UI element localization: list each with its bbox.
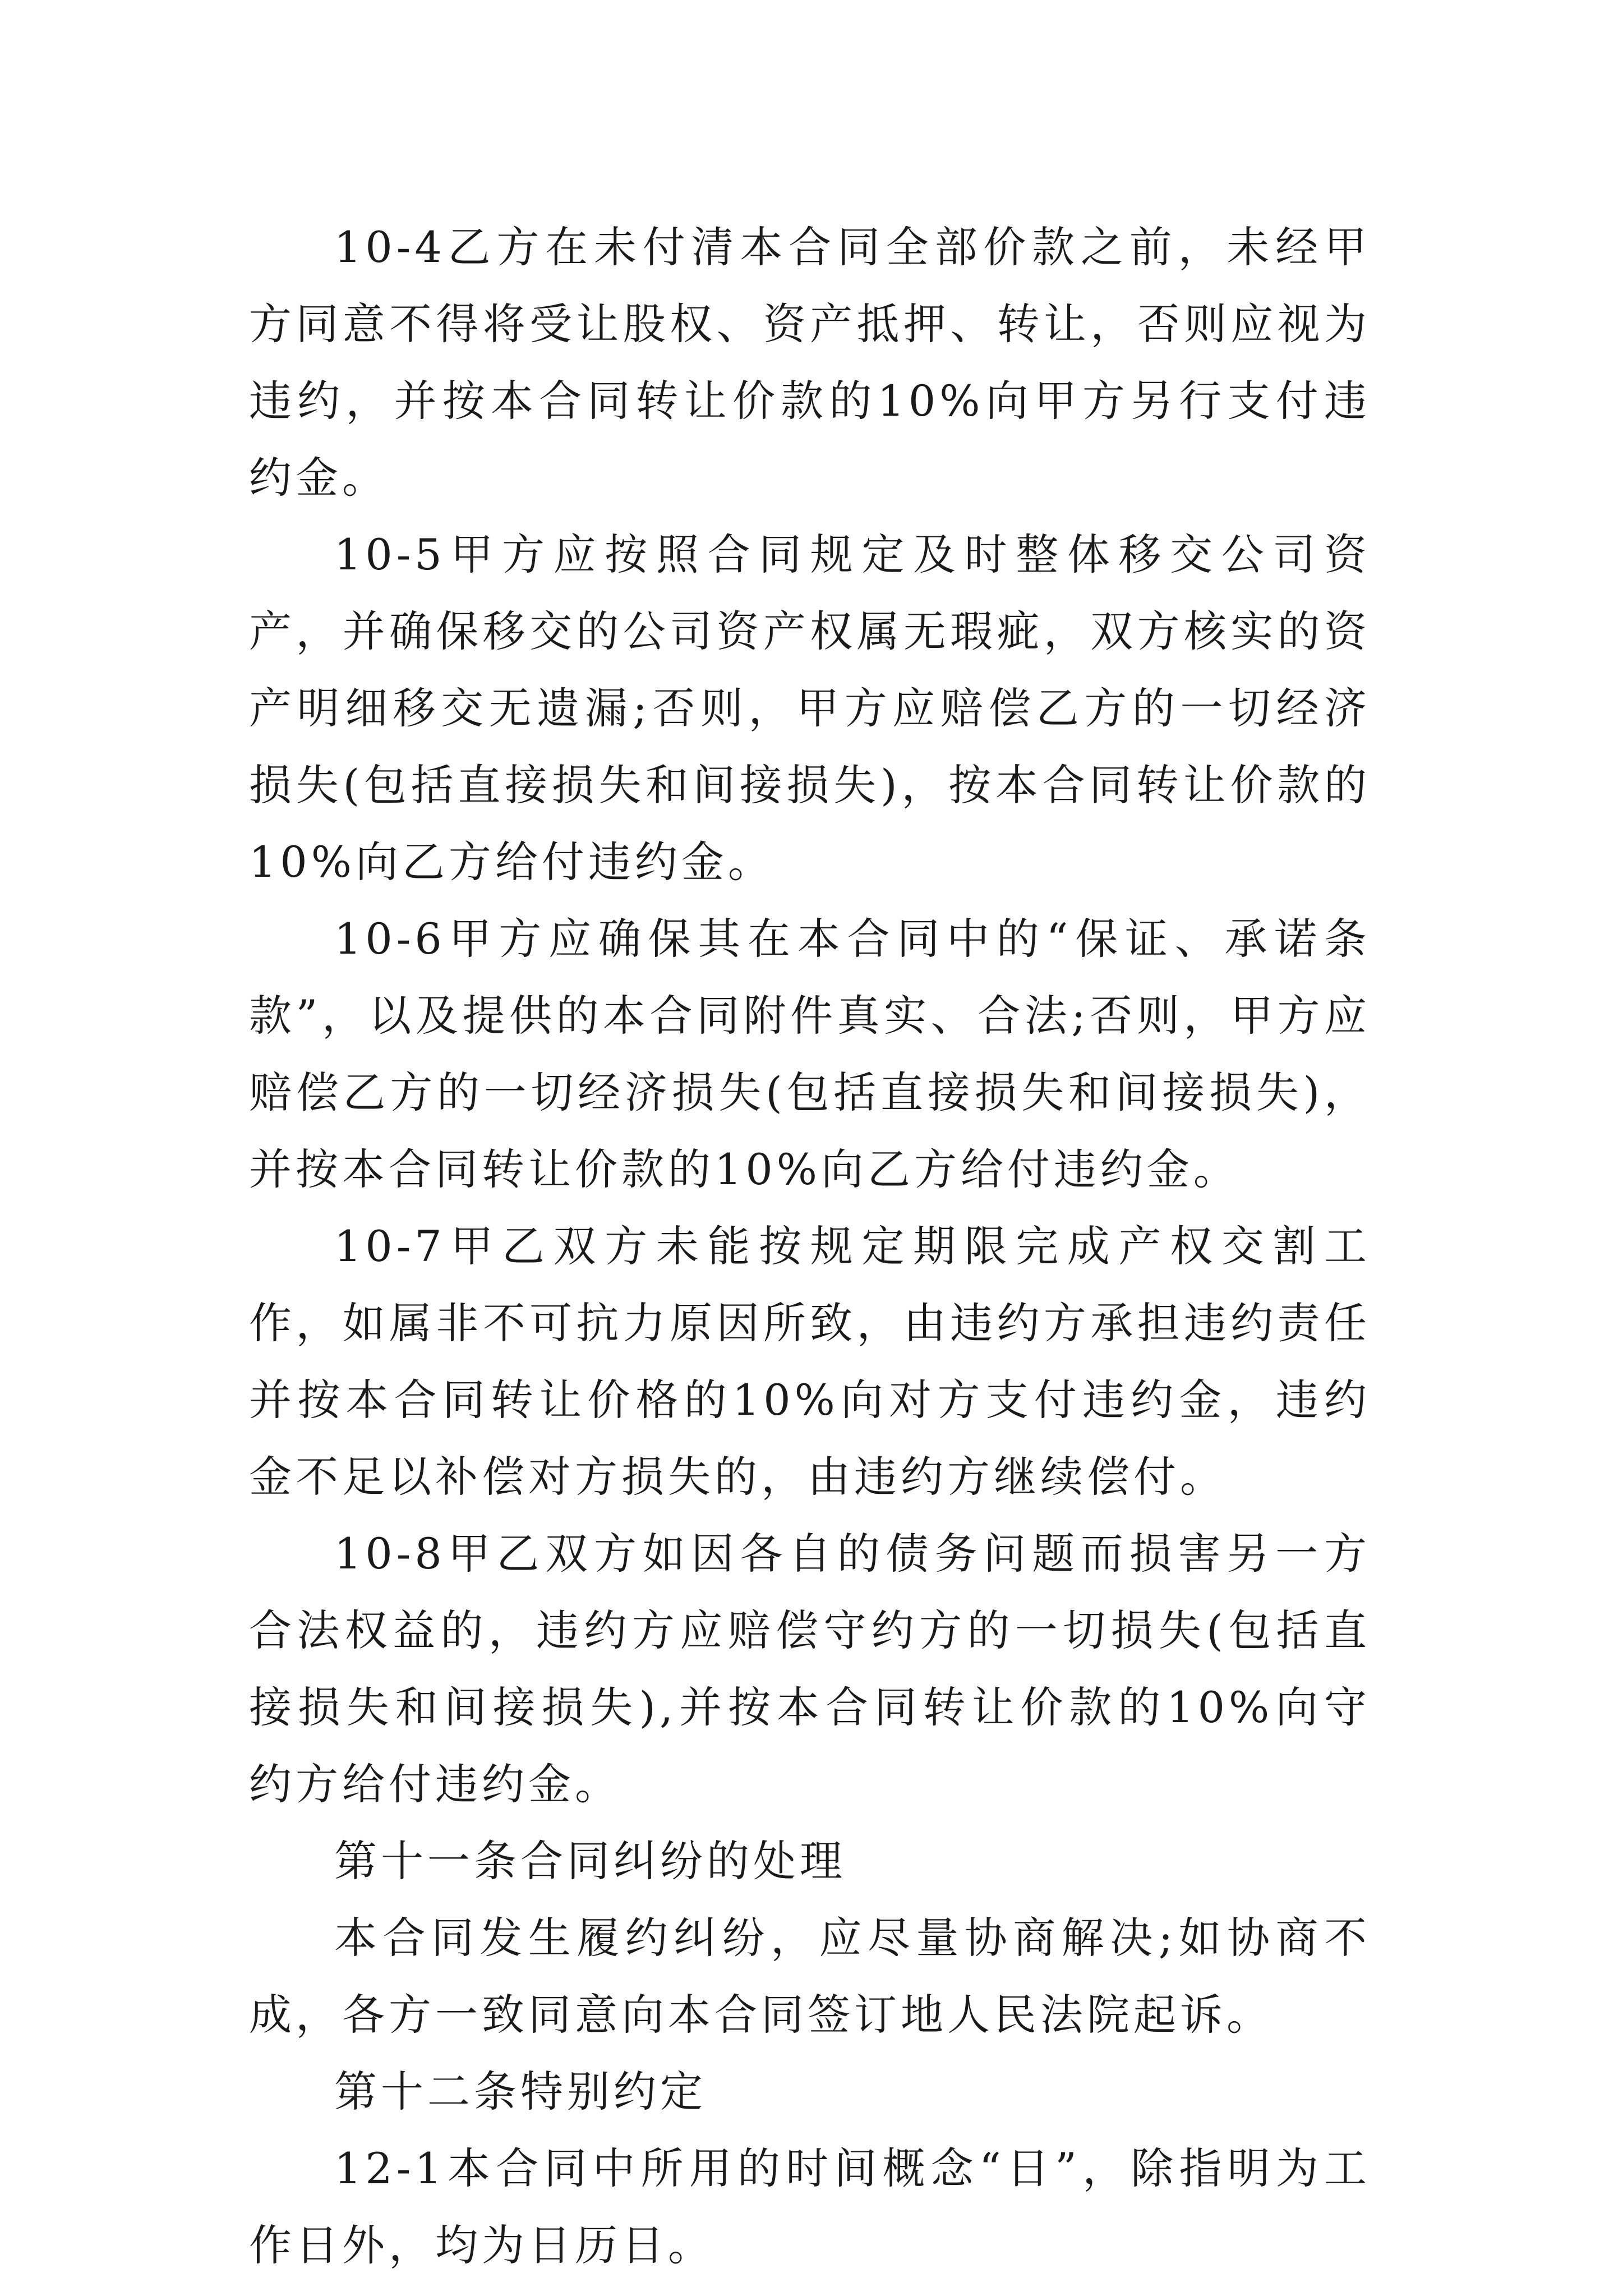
article-12-heading: 第十二条特别约定 [334,2067,707,2116]
document-body [249,209,1371,2284]
clause-12-1-paragraph: 12-1本合同中所用的时间概念“日”，除指明为工作日外，均为日历日。 [249,2143,1371,2270]
article-11-paragraph: 本合同发生履约纠纷，应尽量协商解决;如协商不成，各方一致同意向本合同签订地人民法院起诉。 [249,1913,1371,2040]
clause-10-8-paragraph: 10-8甲乙双方如因各自的债务问题而损害另一方合法权益的，违约方应赔偿守约方的一切损失(包括直接损失和间接损失),并按本合同转让价款的10%向守约方给付违约金。 [249,1529,1371,1809]
clause-10-4-paragraph: 10-4乙方在未付清本合同全部价款之前，未经甲方同意不得将受让股权、资产抵押、转让，否则应视为违约，并按本合同转让价款的10%向甲方另行支付违约金。 [249,222,1371,503]
article-11-heading: 第十一条合同纠纷的处理 [334,1836,846,1886]
clause-10-6-paragraph: 10-6甲方应确保其在本合同中的“保证、承诺条款”，以及提供的本合同附件真实、合法;否则，甲方应赔偿乙方的一切经济损失(包括直接损失和间接损失)，并按本合同转让价款的10%向乙方给付违约金。 [249,914,1371,1194]
clause-10-5-paragraph: 10-5甲方应按照合同规定及时整体移交公司资产，并确保移交的公司资产权属无瑕疵，双方核实的资产明细移交无遗漏;否则，甲方应赔偿乙方的一切经济损失(包括直接损失和间接损失)，按本合同转让价款的10%向乙方给付违约金。 [249,530,1371,887]
clause-10-7-paragraph: 10-7甲乙双方未能按规定期限完成产权交割工作，如属非不可抗力原因所致，由违约方承担违约责任并按本合同转让价格的10%向对方支付违约金，违约金不足以补偿对方损失的，由违约方继续偿付。 [249,1221,1371,1502]
